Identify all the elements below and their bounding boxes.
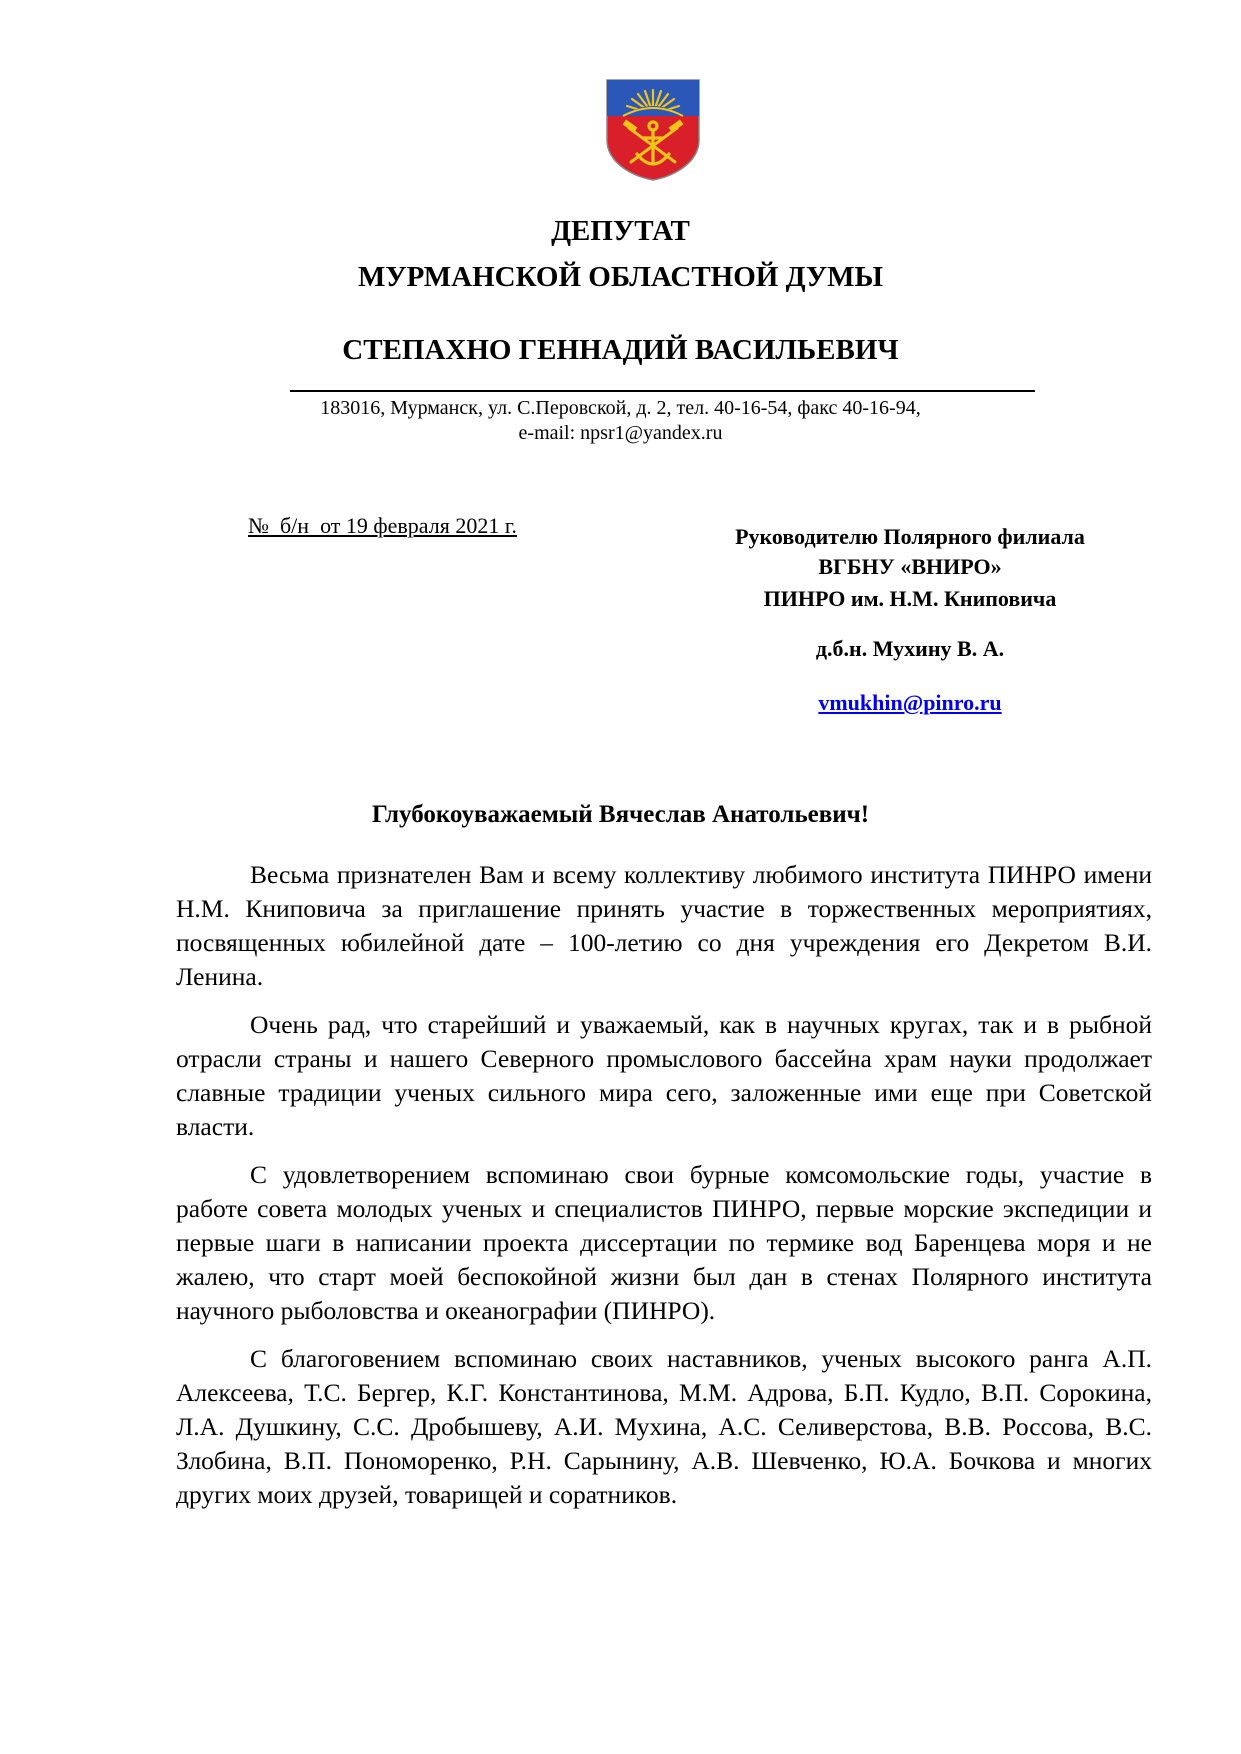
deputy-name: СТЕПАХНО ГЕННАДИЙ ВАСИЛЬЕВИЧ xyxy=(342,334,899,366)
letter-paragraph: С благоговением вспоминаю своих наставников, ученых высокого ранга А.П. Алексеева, Т.С. Бергер, К.Г. Константинова, М.М. Адрова, Б.П. Кудло, В.П. Сорокина, Л.А. Душкину, С.С. Дробышеву, А.И. Мухина, А.С. Селиверстова, В.В. Россова, В.С. Злобина, В.П. Пономоренко, Р.Н. Сарынину, А.В. Шевченко, Ю.А. Бочкова и многих других моих друзей, товарищей и соратников. xyxy=(176,1344,1152,1509)
addressee-email-link[interactable]: vmukhin@pinro.ru xyxy=(818,690,1002,715)
header-divider xyxy=(290,390,1035,392)
addressee-line2: ВГБНУ «ВНИРО» xyxy=(818,554,1002,579)
header-title-line1: ДЕПУТАТ xyxy=(551,215,690,247)
letter-paragraph: Весьма признателен Вам и всему коллективу любимого института ПИНРО имени Н.М. Книповича за приглашение принять участие в торжественных мероприятиях, посвященных юбилейной дате – 100-летию со дня учреждения его Декретом В.И. Ленина. xyxy=(176,860,1152,991)
letter-paragraph: С удовлетворением вспоминаю свои бурные комсомольские годы, участие в работе совета молодых ученых и специалистов ПИНРО, первые морские экспедиции и первые шаги в написании проекта диссертации по термике вод Баренцева моря и не жалею, что старт моей беспокойной жизни был дан в стенах Полярного института научного рыболовства и океанографии (ПИНРО). xyxy=(176,1160,1152,1325)
addressee-line1: Руководителю Полярного филиала xyxy=(735,524,1085,549)
contact-address: 183016, Мурманск, ул. С.Перовской, д. 2, тел. 40-16-54, факс 40-16-94, xyxy=(320,397,921,419)
letter-paragraph: Очень рад, что старейший и уважаемый, как в научных кругах, так и в рыбной отрасли страны и нашего Северного промыслового бассейна храм науки продолжает славные традиции ученых сильного мира сего, заложенные ими еще при Советской власти. xyxy=(176,1010,1152,1141)
header-title-line2: МУРМАНСКОЙ ОБЛАСТНОЙ ДУМЫ xyxy=(357,261,884,293)
letter-body xyxy=(176,858,1152,1526)
document-number: № б/н от 19 февраля 2021 г. xyxy=(248,513,517,538)
addressee-email-wrap xyxy=(680,688,1140,718)
letter-greeting: Глубокоуважаемый Вячеслав Анатольевич! xyxy=(371,801,870,828)
contact-email: e-mail: npsr1@yandex.ru xyxy=(518,422,723,444)
murmansk-coat-of-arms-icon xyxy=(605,78,701,182)
addressee-recipient: д.б.н. Мухину В. А. xyxy=(815,636,1005,661)
addressee-line3: ПИНРО им. Н.М. Книповича xyxy=(763,586,1057,611)
